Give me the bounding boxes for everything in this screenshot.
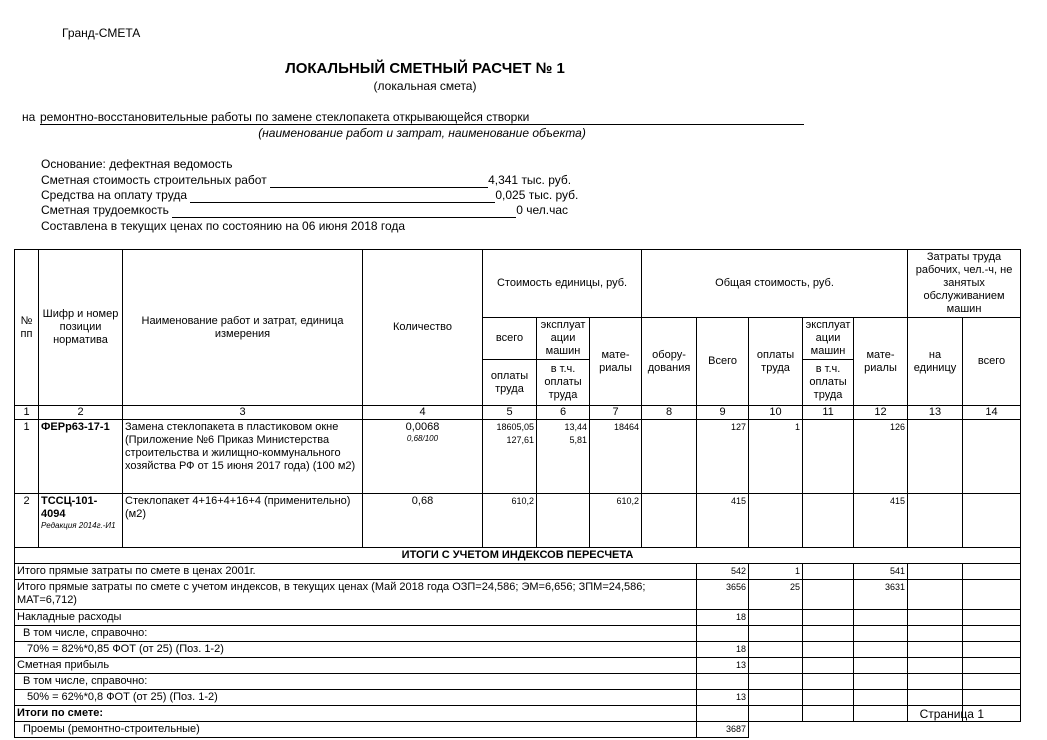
row-name: Замена стеклопакета в пластиковом окне (Приложение №6 Приказ Министерства строительства и жилищно-коммунального хозяйства РФ от 15 июня 2017 года) (100 м2)	[123, 420, 363, 494]
totals-c9	[697, 674, 749, 690]
row-total: 127	[697, 420, 749, 494]
col6-top-header: эксплуат ации машин	[537, 318, 590, 360]
col-name-header: Наименование работ и затрат, единица измерения	[123, 250, 363, 406]
totals-c12: 541	[854, 564, 908, 580]
totals-c14	[963, 658, 1021, 674]
totals-c11	[803, 690, 854, 706]
totals-label: В том числе, справочно:	[15, 674, 697, 690]
col7-header: мате-риалы	[590, 318, 642, 406]
row-total-labor	[749, 494, 803, 548]
oplata-line	[41, 188, 578, 203]
row-code-note: Редакция 2014г.-И1	[41, 521, 116, 530]
totals-c10: 25	[749, 580, 803, 610]
row-unit-materials: 610,2	[590, 494, 642, 548]
col6-bottom-header: в т.ч. оплаты труда	[537, 360, 590, 406]
stoimost-label: Сметная стоимость строительных работ	[41, 173, 267, 187]
col12-header: мате-риалы	[854, 318, 908, 406]
totals-c14	[963, 610, 1021, 626]
row-labor-unit	[908, 420, 963, 494]
totals-c13	[908, 722, 963, 738]
col-number: 1	[15, 406, 39, 420]
row-total-labor: 1	[749, 420, 803, 494]
totals-row	[15, 722, 1021, 738]
totals-c11	[803, 610, 854, 626]
oplata-value: 0,025	[495, 188, 526, 202]
totals-c9: 13	[697, 690, 749, 706]
totals-c9: 542	[697, 564, 749, 580]
col-number: 2	[39, 406, 123, 420]
totals-c14	[963, 626, 1021, 642]
header-row-1	[15, 250, 1021, 318]
row-labor-unit	[908, 494, 963, 548]
col-number: 11	[803, 406, 854, 420]
totals-c13	[908, 564, 963, 580]
row-equipment	[642, 420, 697, 494]
row-name: Стеклопакет 4+16+4+16+4 (применительно) (м2)	[123, 494, 363, 548]
totals-c12	[854, 722, 908, 738]
oplata-fill	[190, 190, 495, 203]
stoimost-value: 4,341	[488, 173, 519, 187]
totals-c10	[749, 722, 803, 738]
totals-c9: 13	[697, 658, 749, 674]
col11-top-header: эксплуат ации машин	[803, 318, 854, 360]
totals-label: 70% = 82%*0,85 ФОТ (от 25) (Поз. 1-2)	[15, 642, 697, 658]
totals-c14	[963, 564, 1021, 580]
row-total-materials: 126	[854, 420, 908, 494]
totals-c13	[908, 610, 963, 626]
trud-line	[41, 203, 568, 218]
col11-bottom-header: в т.ч. оплаты труда	[803, 360, 854, 406]
na-label: на	[22, 110, 36, 124]
col-number: 6	[537, 406, 590, 420]
row-total-machines	[803, 420, 854, 494]
totals-c13	[908, 580, 963, 610]
totals-c10	[749, 706, 803, 722]
row-code: ФЕРр63-17-1	[39, 420, 123, 494]
col-qty-header: Количество	[363, 250, 483, 406]
totals-row	[15, 674, 1021, 690]
table-row	[15, 494, 1021, 548]
row-unit-total-cell	[483, 494, 537, 548]
totals-c11	[803, 626, 854, 642]
totals-c12	[854, 626, 908, 642]
sostavlena: Составлена в текущих ценах по состоянию на 06 июня 2018 года	[41, 219, 406, 233]
col9-header: Всего	[697, 318, 749, 406]
stoimost-line	[41, 173, 571, 188]
row-unit-total: 18605,05	[496, 422, 534, 432]
totals-c11	[803, 674, 854, 690]
estimate-table	[14, 249, 1021, 738]
totals-c11	[803, 642, 854, 658]
trud-fill	[172, 205, 516, 218]
totals-row	[15, 690, 1021, 706]
totals-c13	[908, 690, 963, 706]
row-code-cell	[39, 494, 123, 548]
totals-c10	[749, 642, 803, 658]
row-labor-total	[963, 494, 1021, 548]
row-qty: 0,0068	[405, 421, 440, 433]
totals-row	[15, 564, 1021, 580]
col5-top-header: всего	[483, 318, 537, 360]
column-numbers-row	[15, 406, 1021, 420]
page-number: Страница 1	[919, 707, 984, 721]
object-caption: (наименование работ и затрат, наименование объекта)	[258, 126, 586, 140]
totals-c9: 3687	[697, 722, 749, 738]
row-code: ТССЦ-101-4094	[41, 495, 98, 520]
row-qty-cell	[363, 494, 483, 548]
object-name: ремонтно-восстановительные работы по замене стеклопакета открывающейся створки	[40, 110, 804, 125]
totals-c14	[963, 642, 1021, 658]
totals-c13	[908, 626, 963, 642]
col-number: 8	[642, 406, 697, 420]
totals-label: 50% = 62%*0,8 ФОТ (от 25) (Поз. 1-2)	[15, 690, 697, 706]
col14-header: всего	[963, 318, 1021, 406]
totals-c10	[749, 674, 803, 690]
row-equipment	[642, 494, 697, 548]
col-number: 12	[854, 406, 908, 420]
totals-c10: 1	[749, 564, 803, 580]
totals-c10	[749, 626, 803, 642]
col-number: 13	[908, 406, 963, 420]
col-number: 10	[749, 406, 803, 420]
totals-c9	[697, 626, 749, 642]
row-number: 1	[15, 420, 39, 494]
totals-c11	[803, 706, 854, 722]
row-unit-machines-labor: 5,81	[569, 435, 587, 445]
totals-row	[15, 580, 1021, 610]
col8-header: обору-дования	[642, 318, 697, 406]
row-total: 415	[697, 494, 749, 548]
stoimost-fill	[270, 175, 488, 188]
labor-header: Затраты труда рабочих, чел.-ч, не занятых обслуживанием машин	[908, 250, 1021, 318]
col-number: 5	[483, 406, 537, 420]
row-unit-machines-cell	[537, 494, 590, 548]
col-number: 9	[697, 406, 749, 420]
row-total-materials: 415	[854, 494, 908, 548]
totals-label: Итоги по смете:	[15, 706, 697, 722]
totals-c9: 3656	[697, 580, 749, 610]
col-number: 3	[123, 406, 363, 420]
row-unit-materials: 18464	[590, 420, 642, 494]
totals-label: Накладные расходы	[15, 610, 697, 626]
totals-c14	[963, 690, 1021, 706]
totals-row	[15, 706, 1021, 722]
row-unit-labor: 127,61	[506, 435, 534, 445]
row-qty: 0,68	[411, 495, 434, 507]
app-title: Гранд-СМЕТА	[62, 26, 141, 40]
row-unit-machines-cell	[537, 420, 590, 494]
totals-c13	[908, 642, 963, 658]
document-subtitle: (локальная смета)	[373, 79, 477, 93]
totals-row	[15, 626, 1021, 642]
totals-row	[15, 658, 1021, 674]
table-row	[15, 420, 1021, 494]
totals-c11	[803, 564, 854, 580]
totals-c11	[803, 658, 854, 674]
totals-c12	[854, 674, 908, 690]
oplata-label: Средства на оплату труда	[41, 188, 187, 202]
row-unit-total-cell	[483, 420, 537, 494]
totals-row	[15, 610, 1021, 626]
trud-unit: чел.час	[526, 203, 569, 217]
trud-value: 0	[516, 203, 523, 217]
totals-c9	[697, 706, 749, 722]
unit-cost-header: Стоимость единицы, руб.	[483, 250, 642, 318]
col13-header: на единицу	[908, 318, 963, 406]
row-qty-note: 0,68/100	[406, 434, 439, 443]
row-number: 2	[15, 494, 39, 548]
row-total-machines	[803, 494, 854, 548]
totals-c11	[803, 722, 854, 738]
totals-c14	[963, 674, 1021, 690]
col-number: 14	[963, 406, 1021, 420]
totals-c12	[854, 706, 908, 722]
col-number: 7	[590, 406, 642, 420]
totals-c11	[803, 580, 854, 610]
totals-row	[15, 642, 1021, 658]
oplata-unit: тыс. руб.	[528, 188, 579, 202]
col-number: 4	[363, 406, 483, 420]
row-qty-cell	[363, 420, 483, 494]
trud-label: Сметная трудоемкость	[41, 203, 169, 217]
totals-c14	[963, 580, 1021, 610]
osnovanie: Основание: дефектная ведомость	[41, 157, 233, 171]
totals-c14	[963, 722, 1021, 738]
totals-label: Сметная прибыль	[15, 658, 697, 674]
totals-c12	[854, 658, 908, 674]
document-title: ЛОКАЛЬНЫЙ СМЕТНЫЙ РАСЧЕТ № 1	[285, 60, 565, 77]
col-shifr-header: Шифр и номер позиции норматива	[39, 250, 123, 406]
totals-c9: 18	[697, 610, 749, 626]
col-npp-header: № пп	[15, 250, 39, 406]
totals-c9: 18	[697, 642, 749, 658]
section-title: ИТОГИ С УЧЕТОМ ИНДЕКСОВ ПЕРЕСЧЕТА	[15, 548, 1021, 564]
totals-label: В том числе, справочно:	[15, 626, 697, 642]
stoimost-unit: тыс. руб.	[521, 173, 572, 187]
totals-c12	[854, 642, 908, 658]
totals-label: Итого прямые затраты по смете в ценах 2001г.	[15, 564, 697, 580]
totals-c10	[749, 690, 803, 706]
section-row	[15, 548, 1021, 564]
totals-label: Итого прямые затраты по смете с учетом индексов, в текущих ценах (Май 2018 года ОЗП=24,586; ЭМ=6,656; ЗПМ=24,586; МАТ=6,712)	[15, 580, 697, 610]
col5-bottom-header: оплаты труда	[483, 360, 537, 406]
totals-label: Проемы (ремонтно-строительные)	[15, 722, 697, 738]
totals-c10	[749, 658, 803, 674]
totals-c13	[908, 658, 963, 674]
totals-c12	[854, 610, 908, 626]
total-cost-header: Общая стоимость, руб.	[642, 250, 908, 318]
totals-c10	[749, 610, 803, 626]
row-unit-total: 610,2	[511, 496, 534, 506]
row-unit-machines: 13,44	[564, 422, 587, 432]
totals-c12	[854, 690, 908, 706]
totals-c12: 3631	[854, 580, 908, 610]
totals-c13	[908, 674, 963, 690]
col10-header: оплаты труда	[749, 318, 803, 406]
row-labor-total	[963, 420, 1021, 494]
